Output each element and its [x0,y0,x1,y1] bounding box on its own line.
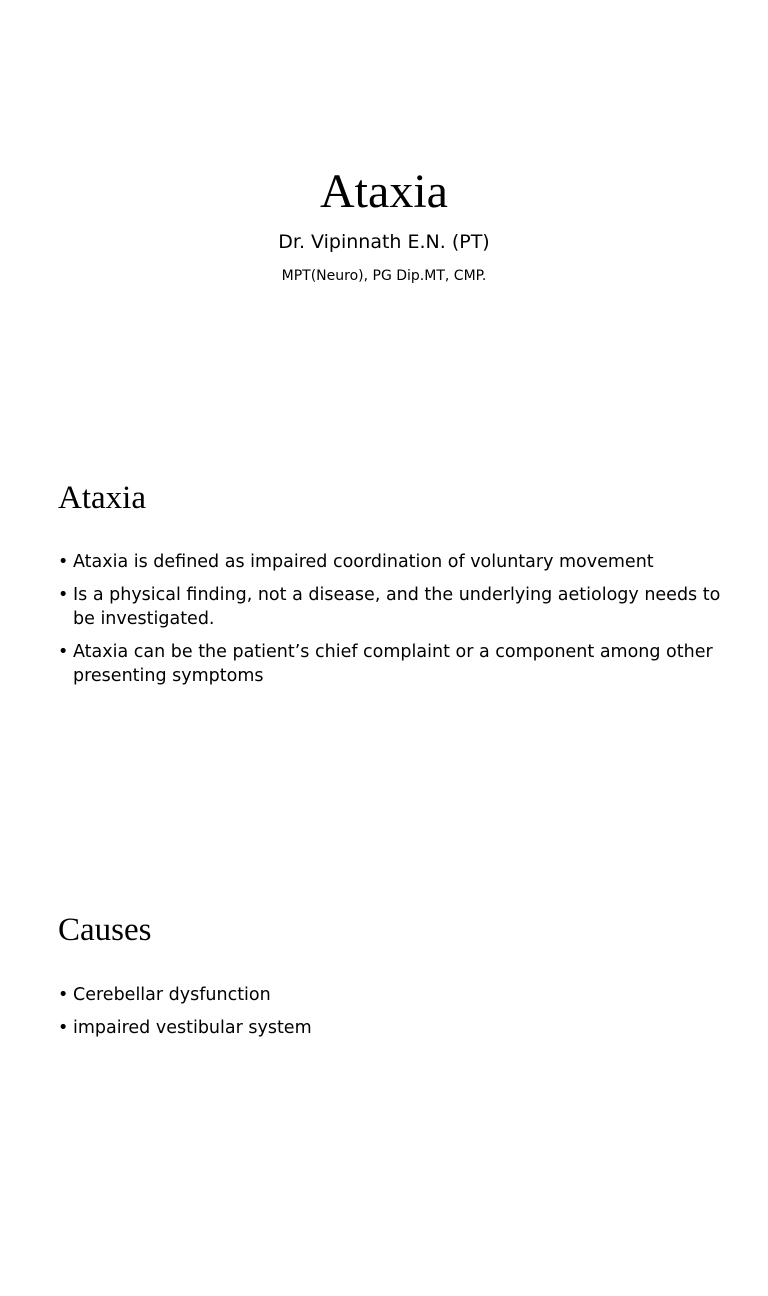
bullet-icon: • [58,585,69,605]
bullet-text: Is a physical finding, not a disease, and the underlying aetiology needs to be investigated. [73,585,721,629]
bullet-list [58,550,728,697]
bullet-list [58,983,728,1049]
bullet-item [58,583,728,631]
bullet-icon: • [58,552,69,572]
slide-heading: Causes [58,912,152,948]
author-credentials: MPT(Neuro), PG Dip.MT, CMP. [281,268,487,284]
bullet-icon: • [58,642,69,662]
intro-slide [0,432,768,864]
presentation-title: Ataxia [320,165,448,218]
bullet-item [58,550,728,574]
bullet-text: Ataxia is defined as impaired coordination of voluntary movement [73,552,654,572]
slide-heading: Ataxia [58,480,146,516]
bullet-text: Ataxia can be the patient’s chief complaint or a component among other presenting symptoms [73,642,713,686]
bullet-item [58,1016,728,1040]
author-name: Dr. Vipinnath E.N. (PT) [278,231,490,253]
bullet-icon: • [58,1018,69,1038]
title-slide [0,0,768,432]
causes-slide [0,864,768,1296]
bullet-icon: • [58,985,69,1005]
bullet-item [58,640,728,688]
bullet-text: impaired vestibular system [73,1018,312,1038]
bullet-item [58,983,728,1007]
bullet-text: Cerebellar dysfunction [73,985,271,1005]
